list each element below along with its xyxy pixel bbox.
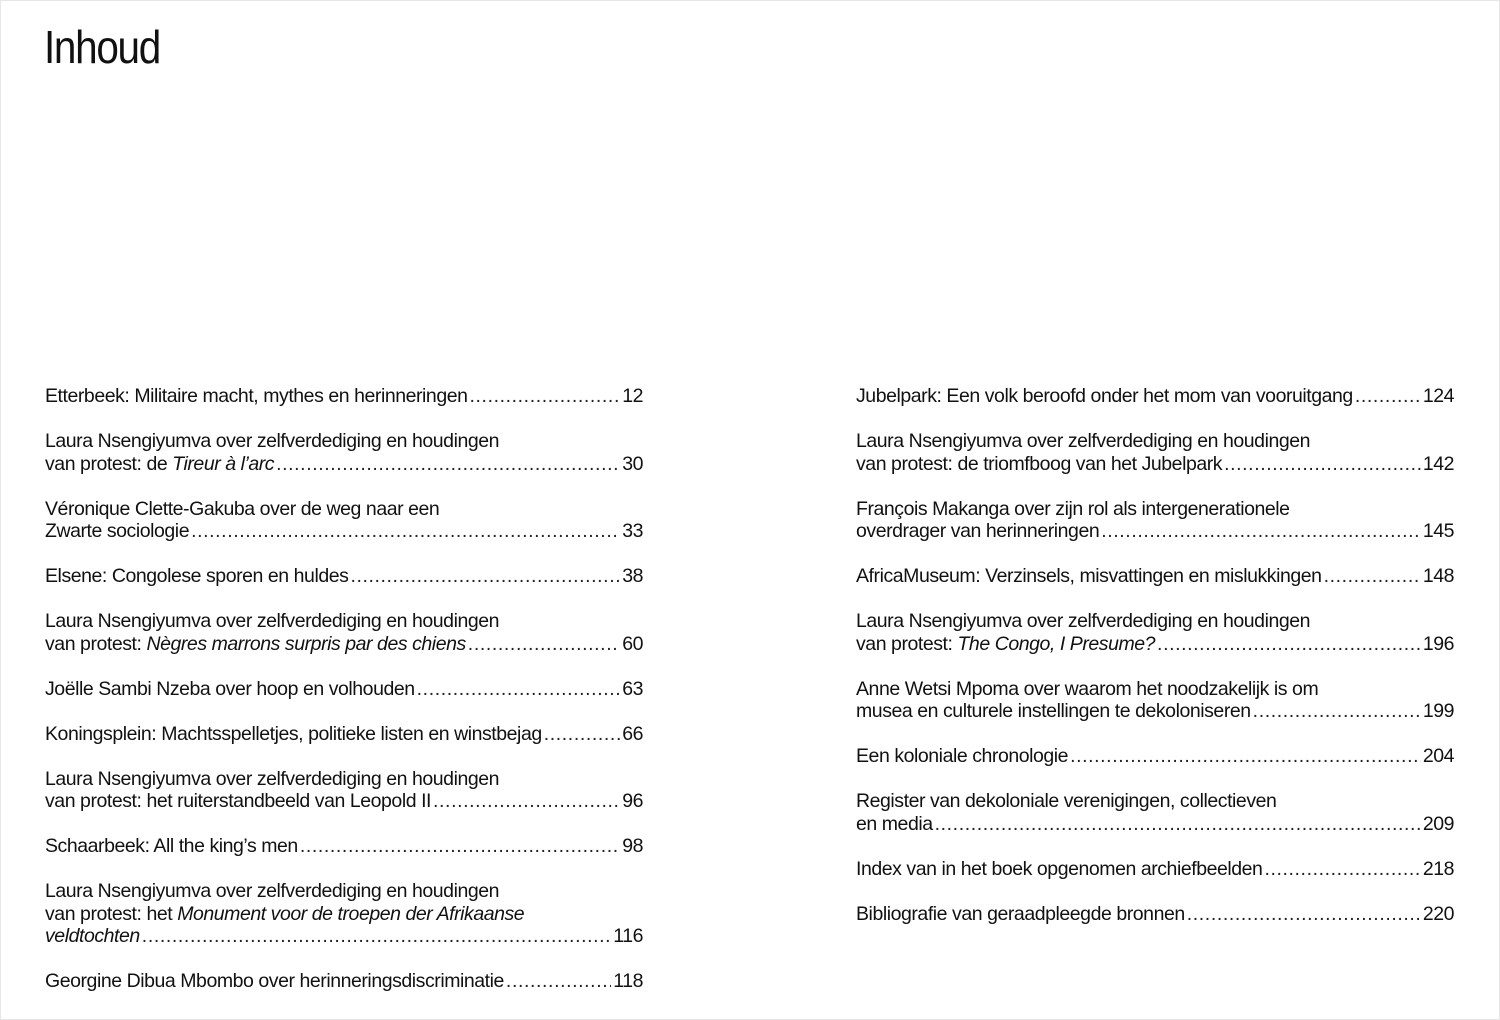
toc-page-number: 63 <box>622 677 643 700</box>
toc-text: Schaarbeek: All the king’s men <box>45 835 298 857</box>
dot-leader <box>1187 903 1421 926</box>
toc-entry-line <box>45 768 643 791</box>
toc-page-number: 204 <box>1422 745 1454 767</box>
toc-text: van protest: het ruiterstandbeeld van Leopold II <box>45 790 432 812</box>
toc-text: en media <box>856 812 933 835</box>
toc-page-number: 124 <box>1422 385 1454 407</box>
toc-entry-line <box>45 903 643 926</box>
toc-entry-title <box>45 835 298 858</box>
toc-entry-last-line <box>856 813 1454 836</box>
toc-text: Laura Nsengiyumva over zelfverdediging en houdingen <box>45 880 500 902</box>
toc-text: van protest: de triomfboog van het Jubelpark <box>856 452 1223 475</box>
toc-page-number: 30 <box>622 452 643 475</box>
toc-entry[interactable] <box>45 430 643 475</box>
toc-entry-line <box>856 430 1454 453</box>
toc-entry[interactable] <box>856 903 1454 926</box>
toc-entry-line <box>45 430 643 453</box>
toc-entry-line <box>45 610 643 633</box>
toc-text: Een koloniale chronologie <box>856 745 1069 767</box>
toc-text: Véronique Clette-Gakuba over de weg naar een <box>45 497 440 520</box>
toc-text: Georgine Dibua Mbombo over herinneringsdiscriminatie <box>45 970 504 992</box>
page-title: Inhoud <box>44 21 160 73</box>
toc-entry-last-line <box>45 790 643 813</box>
toc-page-number: 116 <box>613 925 643 947</box>
toc-entry-title <box>856 520 1099 543</box>
toc-page-number: 142 <box>1422 452 1454 475</box>
dot-leader <box>276 453 620 476</box>
toc-text-italic: Nègres marrons surpris par des chiens <box>146 632 466 655</box>
toc-text: Bibliografie van geraadpleegde bronnen <box>856 902 1185 925</box>
toc-text: AfricaMuseum: Verzinsels, misvattingen en mislukkingen <box>856 565 1322 587</box>
toc-entry-title <box>856 903 1185 926</box>
toc-entry-line <box>856 790 1454 813</box>
toc-page-number: 199 <box>1422 700 1454 722</box>
dot-leader <box>935 813 1421 836</box>
toc-entry-last-line <box>856 565 1454 588</box>
toc-text: van protest: de <box>45 452 173 475</box>
toc-text: overdrager van herinneringen <box>856 520 1100 542</box>
toc-entry-title <box>45 385 468 408</box>
toc-entry-title <box>856 565 1322 588</box>
toc-text: van protest: het <box>45 902 178 925</box>
toc-text: Zwarte sociologie <box>45 520 190 542</box>
toc-text-italic: Monument voor de troepen der Afrikaanse <box>177 902 525 925</box>
toc-entry-last-line <box>856 385 1454 408</box>
dot-leader <box>1355 385 1421 408</box>
toc-page-number: 38 <box>622 565 643 587</box>
toc-entry-title <box>45 520 189 543</box>
dot-leader <box>300 835 620 858</box>
toc-entry[interactable] <box>856 610 1454 655</box>
toc-entry[interactable] <box>45 880 643 948</box>
toc-page-number: 66 <box>622 722 643 745</box>
toc-entry[interactable] <box>856 385 1454 408</box>
toc-entry-last-line <box>856 453 1454 476</box>
toc-entry-line <box>856 678 1454 701</box>
toc-page-number: 98 <box>622 835 643 857</box>
toc-entry-title <box>45 633 466 656</box>
toc-text: Joëlle Sambi Nzeba over hoop en volhouden <box>45 677 415 700</box>
toc-entry-title <box>856 858 1262 881</box>
toc-text-italic: Tireur à l’arc <box>172 452 275 475</box>
toc-entry-last-line <box>45 385 643 408</box>
toc-entry-last-line <box>856 520 1454 543</box>
toc-entry-last-line <box>45 453 643 476</box>
dot-leader <box>1324 565 1421 588</box>
dot-leader <box>1224 453 1421 476</box>
dot-leader <box>1264 858 1420 881</box>
toc-text: François Makanga over zijn rol als intergenerationele <box>856 497 1290 520</box>
toc-page-number: 33 <box>622 520 643 542</box>
toc-entry[interactable] <box>856 745 1454 768</box>
toc-entry[interactable] <box>45 768 643 813</box>
toc-entry-title <box>45 678 415 701</box>
dot-leader <box>1070 745 1421 768</box>
toc-entry-last-line <box>856 700 1454 723</box>
toc-entry-title <box>856 453 1222 476</box>
dot-leader <box>1157 633 1421 656</box>
toc-entry-title <box>45 790 431 813</box>
toc-entry-title <box>856 385 1353 408</box>
toc-text: musea en culturele instellingen te dekoloniseren <box>856 700 1251 722</box>
toc-entry-title <box>856 813 933 836</box>
toc-entry[interactable] <box>856 498 1454 543</box>
toc-text-italic: veldtochten <box>45 925 140 947</box>
toc-entry[interactable] <box>856 858 1454 881</box>
toc-entry-last-line <box>45 723 643 746</box>
toc-text: Register van dekoloniale verenigingen, collectieven <box>856 790 1277 812</box>
toc-page-number: 118 <box>613 970 643 992</box>
dot-leader <box>1101 520 1421 543</box>
toc-entry-line <box>856 610 1454 633</box>
toc-entry-last-line <box>856 745 1454 768</box>
toc-text: Jubelpark: Een volk beroofd onder het mom van vooruitgang <box>856 385 1353 407</box>
toc-page-number: 148 <box>1422 565 1454 587</box>
toc-entry[interactable] <box>45 385 643 408</box>
toc-entry[interactable] <box>856 790 1454 835</box>
toc-entry[interactable] <box>45 610 643 655</box>
toc-entry-last-line <box>856 903 1454 926</box>
toc-page-number: 218 <box>1422 857 1454 880</box>
toc-entry-title <box>45 970 504 993</box>
toc-entry[interactable] <box>45 678 643 701</box>
toc-entry-title <box>45 453 274 476</box>
toc-entry[interactable] <box>45 565 643 588</box>
toc-text: van protest: <box>45 632 147 655</box>
toc-entry-line <box>856 498 1454 521</box>
toc-entry-last-line <box>45 565 643 588</box>
toc-entry[interactable] <box>856 430 1454 475</box>
toc-entry-title <box>856 700 1251 723</box>
toc-text: Laura Nsengiyumva over zelfverdediging en houdingen <box>45 430 500 452</box>
toc-text: Elsene: Congolese sporen en huldes <box>45 565 349 587</box>
toc-entry-last-line <box>45 835 643 858</box>
dot-leader <box>191 520 620 543</box>
toc-text: Laura Nsengiyumva over zelfverdediging en houdingen <box>45 767 500 790</box>
toc-text: Etterbeek: Militaire macht, mythes en herinneringen <box>45 385 468 407</box>
toc-entry-title <box>45 723 542 746</box>
dot-leader <box>433 790 620 813</box>
dot-leader <box>142 925 611 948</box>
toc-entry-last-line <box>45 678 643 701</box>
toc-entry-title <box>45 565 348 588</box>
toc-entry-last-line <box>45 970 643 993</box>
toc-column-left <box>45 385 643 1015</box>
toc-page-number: 220 <box>1422 902 1454 925</box>
dot-leader <box>350 565 620 588</box>
toc-entry[interactable] <box>45 723 643 746</box>
toc-page-number: 60 <box>622 632 643 655</box>
toc-column-right <box>856 385 1454 948</box>
toc-text: van protest: <box>856 632 958 655</box>
dot-leader <box>468 633 620 656</box>
toc-text-italic: The Congo, I Presume? <box>957 632 1156 655</box>
toc-entry-title <box>856 633 1155 656</box>
toc-page-number: 196 <box>1422 632 1454 655</box>
toc-entry[interactable] <box>45 498 643 543</box>
toc-text: Laura Nsengiyumva over zelfverdediging en houdingen <box>856 430 1311 452</box>
toc-page-number: 96 <box>622 790 643 812</box>
toc-entry-last-line <box>856 858 1454 881</box>
toc-text: Index van in het boek opgenomen archiefbeelden <box>856 857 1263 880</box>
dot-leader <box>417 678 621 701</box>
toc-entry-line <box>45 498 643 521</box>
dot-leader <box>506 970 611 993</box>
toc-entry-title <box>856 745 1068 768</box>
dot-leader <box>1253 700 1421 723</box>
toc-page-number: 209 <box>1422 812 1454 835</box>
toc-entry[interactable] <box>45 970 643 993</box>
dot-leader <box>544 723 620 746</box>
dot-leader <box>470 385 621 408</box>
toc-entry-last-line <box>856 633 1454 656</box>
toc-text: Anne Wetsi Mpoma over waarom het noodzakelijk is om <box>856 677 1319 700</box>
toc-entry-last-line <box>45 520 643 543</box>
toc-text: Laura Nsengiyumva over zelfverdediging en houdingen <box>856 610 1311 632</box>
toc-text: Laura Nsengiyumva over zelfverdediging en houdingen <box>45 610 500 632</box>
toc-entry[interactable] <box>856 565 1454 588</box>
toc-entry[interactable] <box>856 678 1454 723</box>
toc-page-number: 145 <box>1422 520 1454 542</box>
toc-text: Koningsplein: Machtsspelletjes, politieke listen en winstbejag <box>45 722 542 745</box>
toc-page-number: 12 <box>622 385 643 407</box>
toc-entry[interactable] <box>45 835 643 858</box>
toc-entry-title <box>45 925 140 948</box>
toc-entry-last-line <box>45 925 643 948</box>
toc-entry-line <box>45 880 643 903</box>
toc-entry-last-line <box>45 633 643 656</box>
